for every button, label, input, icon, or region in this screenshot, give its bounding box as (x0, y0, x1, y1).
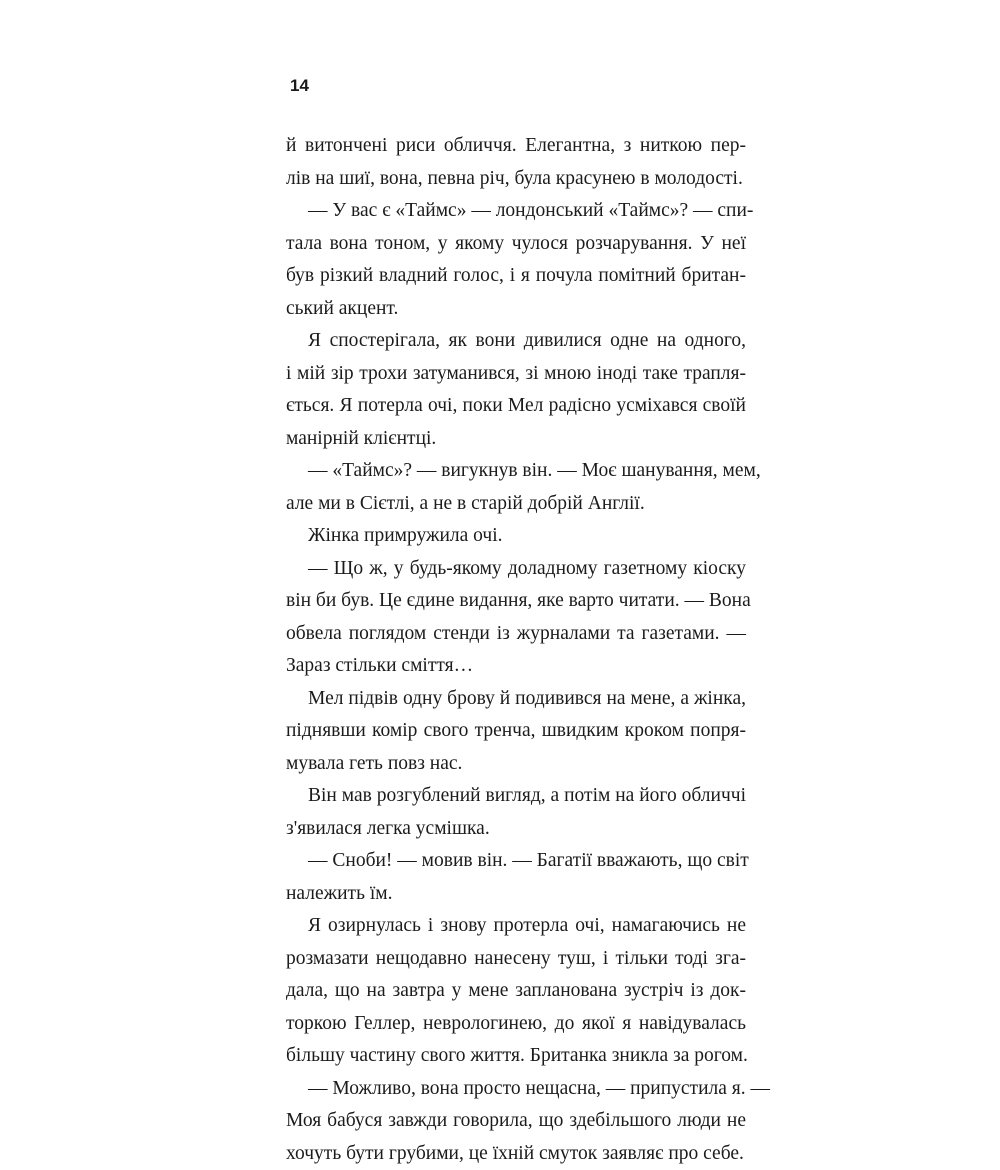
text-line: розмазати нещодавно нанесену туш, і тільки тоді зга- (286, 943, 746, 976)
text-line: з'явилася легка усмішка. (286, 813, 746, 846)
text-line: Я спостерігала, як вони дивилися одне на одного, (286, 325, 746, 358)
text-line: торкою Геллер, неврологинею, до якої я навідувалась (286, 1008, 746, 1041)
body-text (286, 130, 746, 1170)
page-number: 14 (290, 76, 309, 96)
text-line: Мел підвів одну брову й подивився на мене, а жінка, (286, 683, 746, 716)
text-line: піднявши комір свого тренча, швидким кроком попря- (286, 715, 746, 748)
text-line: Я озирнулась і знову протерла очі, намагаючись не (286, 910, 746, 943)
text-line: тала вона тоном, у якому чулося розчарування. У неї (286, 228, 746, 261)
text-line: хочуть бути грубими, це їхній смуток заявляє про себе. (286, 1138, 746, 1170)
text-line: Жінка примружила очі. (286, 520, 746, 553)
text-line: — «Таймс»? — вигукнув він. — Моє шанування, мем, (286, 455, 746, 488)
text-line: лів на шиї, вона, певна річ, була красунею в молодості. (286, 163, 746, 196)
text-line: — Можливо, вона просто нещасна, — припустила я. — (286, 1073, 746, 1106)
text-line: — Сноби! — мовив він. — Багатії вважають, що світ (286, 845, 746, 878)
text-line: обвела поглядом стенди із журналами та газетами. — (286, 618, 746, 651)
text-line: й витончені риси обличчя. Елегантна, з ниткою пер- (286, 130, 746, 163)
text-line: і мій зір трохи затуманився, зі мною іноді таке трапля- (286, 358, 746, 391)
text-line: належить їм. (286, 878, 746, 911)
text-line: дала, що на завтра у мене запланована зустріч із док- (286, 975, 746, 1008)
text-line: ський акцент. (286, 293, 746, 326)
text-line: був різкий владний голос, і я почула помітний британ- (286, 260, 746, 293)
text-line: Він мав розгублений вигляд, а потім на його обличчі (286, 780, 746, 813)
text-line: манірній клієнтці. (286, 423, 746, 456)
text-line: Моя бабуся завжди говорила, що здебільшого люди не (286, 1105, 746, 1138)
text-line: але ми в Сієтлі, а не в старій добрій Англії. (286, 488, 746, 521)
text-line: Зараз стільки сміття… (286, 650, 746, 683)
text-line: мувала геть повз нас. (286, 748, 746, 781)
text-line: — У вас є «Таймс» — лондонський «Таймс»? — спи- (286, 195, 746, 228)
text-line: ється. Я потерла очі, поки Мел радісно усміхався своїй (286, 390, 746, 423)
text-line: — Що ж, у будь-якому доладному газетному кіоску (286, 553, 746, 586)
text-line: більшу частину свого життя. Британка зникла за рогом. (286, 1040, 746, 1073)
text-line: він би був. Це єдине видання, яке варто читати. — Вона (286, 585, 746, 618)
